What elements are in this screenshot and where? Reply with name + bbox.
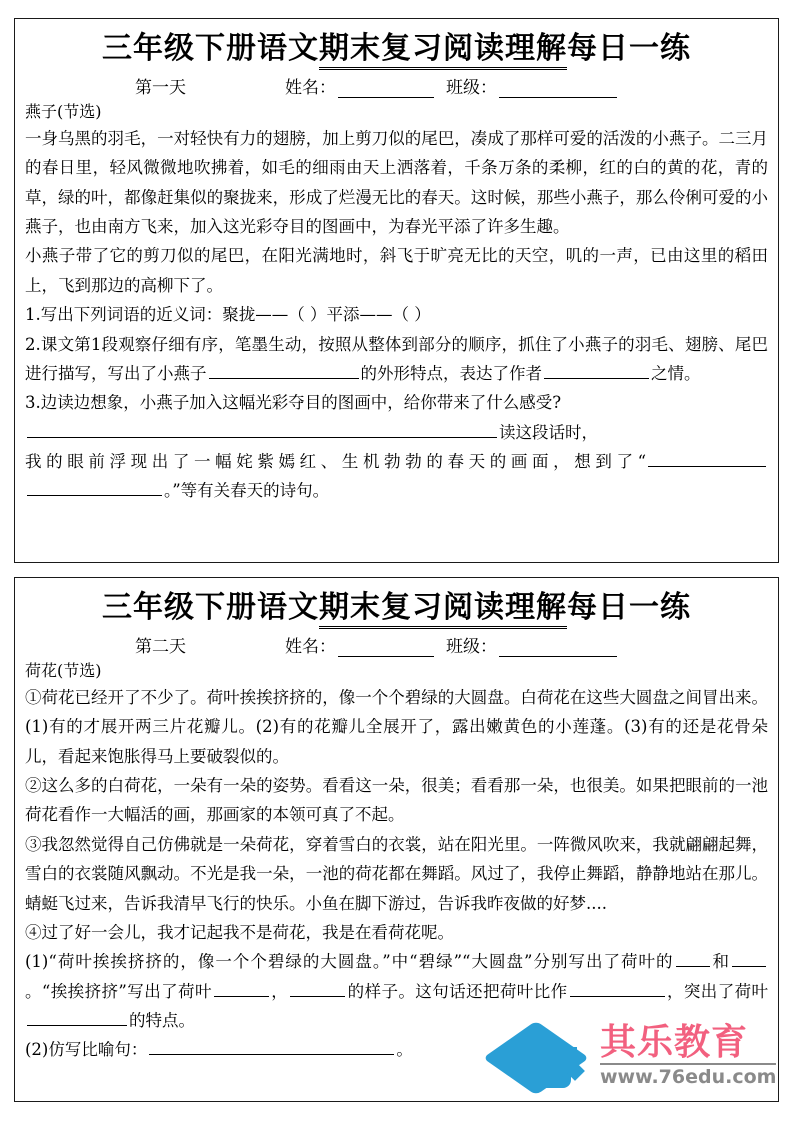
passage-paragraph: ②这么多的白荷花，一朵有一朵的姿势。看看这一朵，很美；看看那一朵，也很美。如果把眼前的一池荷花看作一大幅活的画，那画家的本领可真了不起。	[25, 776, 768, 825]
worksheet-sheet-day-two	[14, 577, 779, 1102]
question-2-text-a: 2.课文第1段观察仔细有序，笔墨生动，按照从整体到部分的顺序，抓住了小燕子的羽毛、翅膀、尾巴进行描写，写出了小燕子	[25, 334, 768, 383]
passage-paragraph: ①荷花已经开了不少了。荷叶挨挨挤挤的，像一个个碧绿的大圆盘。白荷花在这些大圆盘之间冒出来。(1)有的才展开两三片花瓣儿。(2)有的花瓣儿全展开了，露出嫩黄色的小莲蓬。(3)有的还是花骨朵儿，看起来饱胀得马上要破裂似的。	[25, 688, 768, 766]
question-2-day-one	[25, 330, 768, 389]
question-3-answer-line	[25, 418, 768, 447]
name-input-blank[interactable]	[338, 656, 434, 657]
question-b-blank-1[interactable]	[149, 1054, 394, 1055]
worksheet-sheet-day-one	[14, 18, 779, 563]
passage-paragraph: 一身乌黑的羽毛，一对轻快有力的翅膀，加上剪刀似的尾巴，凑成了那样可爱的活泼的小燕子。二三月的春日里，轻风微微地吹拂着，如毛的细雨由天上洒落着，千条万条的柔柳，红的白的黄的花，青的草，绿的叶，都像赶集似的聚拢来，形成了烂漫无比的春天。这时候，那些小燕子，那么伶俐可爱的小燕子，也由南方飞来，加入这光彩夺目的图画中，为春光平添了许多生趣。	[25, 129, 768, 237]
question-a-blank-3[interactable]	[214, 996, 269, 997]
passage-paragraph: 小燕子带了它的剪刀似的尾巴，在阳光满地时，斜飞于旷亮无比的天空，叽的一声，已由这里的稻田上，飞到那边的高柳下了。	[25, 246, 768, 295]
name-label: 姓名：	[285, 78, 336, 98]
question-3-blank-3[interactable]	[27, 495, 162, 496]
question-2-blank-1[interactable]	[209, 378, 359, 379]
passage-title-lotus: 荷花(节选)	[25, 661, 102, 680]
title-suffix: 每日一练	[567, 31, 691, 66]
meta-row-day-one	[25, 73, 768, 98]
question-2-text-c: 之情。	[651, 363, 701, 383]
page-title-day-two	[25, 590, 768, 626]
title-prefix: 三年级下册语文	[102, 31, 319, 66]
class-label: 班级：	[446, 78, 497, 98]
passage-paragraph: ④过了好一会儿，我才记起我不是荷花，我是在看荷花呢。	[25, 922, 454, 942]
question-3-prompt: 3.边读边想象，小燕子加入这幅光彩夺目的图画中，给你带来了什么感受?	[25, 393, 562, 413]
question-3-blank-2[interactable]	[648, 466, 766, 467]
question-1-day-one	[25, 300, 768, 329]
passage-body-swallow	[25, 124, 768, 300]
question-a-text-6: ，突出了荷叶	[666, 981, 769, 1001]
title-prefix: 三年级下册语文	[102, 590, 319, 625]
question-3-continuation	[25, 447, 768, 506]
question-a-text-7: 的特点。	[129, 1010, 195, 1030]
question-a-day-two	[25, 947, 768, 1035]
passage-title-swallow: 燕子(节选)	[25, 102, 102, 121]
question-a-text-2: 和	[711, 952, 731, 972]
question-a-text-5: 的样子。这句话还把荷叶比作	[347, 981, 568, 1001]
question-a-text-1: (1)“荷叶挨挨挤挤的，像一个个碧绿的大圆盘。”中“碧绿”“大圆盘”分别写出了荷叶的	[25, 952, 674, 972]
logo-brand-name: 其乐教育	[600, 1021, 749, 1063]
title-underlined-part: 期末复习阅读理解	[319, 590, 567, 629]
question-2-text-b: 的外形特点，表达了作者	[360, 363, 542, 383]
page-title-day-one	[25, 31, 768, 67]
question-a-blank-5[interactable]	[570, 996, 665, 997]
class-input-blank[interactable]	[499, 97, 617, 98]
question-3-note: 读这段话时，	[499, 422, 598, 442]
passage-paragraph: ③我忽然觉得自己仿佛就是一朵荷花，穿着雪白的衣裳，站在阳光里。一阵微风吹来，我就翩翩起舞，雪白的衣裳随风飘动。不光是我一朵，一池的荷花都在舞蹈。风过了，我停止舞蹈，静静地站在那儿。蜻蜓飞过来，告诉我清早飞行的快乐。小鱼在脚下游过，告诉我昨夜做的好梦....	[25, 834, 768, 913]
day-label: 第二天	[135, 637, 186, 657]
question-3-blank-1[interactable]	[27, 437, 497, 438]
title-suffix: 每日一练	[567, 590, 691, 625]
question-3-text-b: 我的眼前浮现出了一幅姹紫嫣红、生机勃勃的春天的画面，想到了“	[25, 451, 646, 471]
question-a-blank-1[interactable]	[676, 966, 710, 967]
question-a-text-3: 。“挨挨挤挤”写出了荷叶	[25, 981, 212, 1001]
question-b-text-2: 。	[396, 1040, 413, 1060]
question-b-day-two	[25, 1035, 768, 1064]
class-label: 班级：	[446, 637, 497, 657]
logo-website-url: www.76edu.com	[600, 1063, 776, 1088]
question-3-day-one	[25, 388, 768, 505]
class-input-blank[interactable]	[499, 656, 617, 657]
passage-body-lotus	[25, 683, 768, 947]
question-a-blank-2[interactable]	[732, 966, 766, 967]
question-a-text-4: ，	[270, 981, 289, 1001]
question-a-blank-4[interactable]	[290, 996, 345, 997]
name-input-blank[interactable]	[338, 97, 434, 98]
title-underlined-part: 期末复习阅读理解	[319, 31, 567, 70]
question-3-text-c: 。”等有关春天的诗句。	[164, 481, 330, 501]
question-1-text: 1.写出下列词语的近义词：聚拢——（ ）平添——（ ）	[25, 305, 431, 325]
question-b-text-1: (2)仿写比喻句：	[25, 1040, 148, 1060]
name-label: 姓名：	[285, 637, 336, 657]
day-label: 第一天	[135, 78, 186, 98]
meta-row-day-two	[25, 632, 768, 657]
question-a-blank-6[interactable]	[27, 1025, 127, 1026]
question-2-blank-2[interactable]	[544, 378, 649, 379]
